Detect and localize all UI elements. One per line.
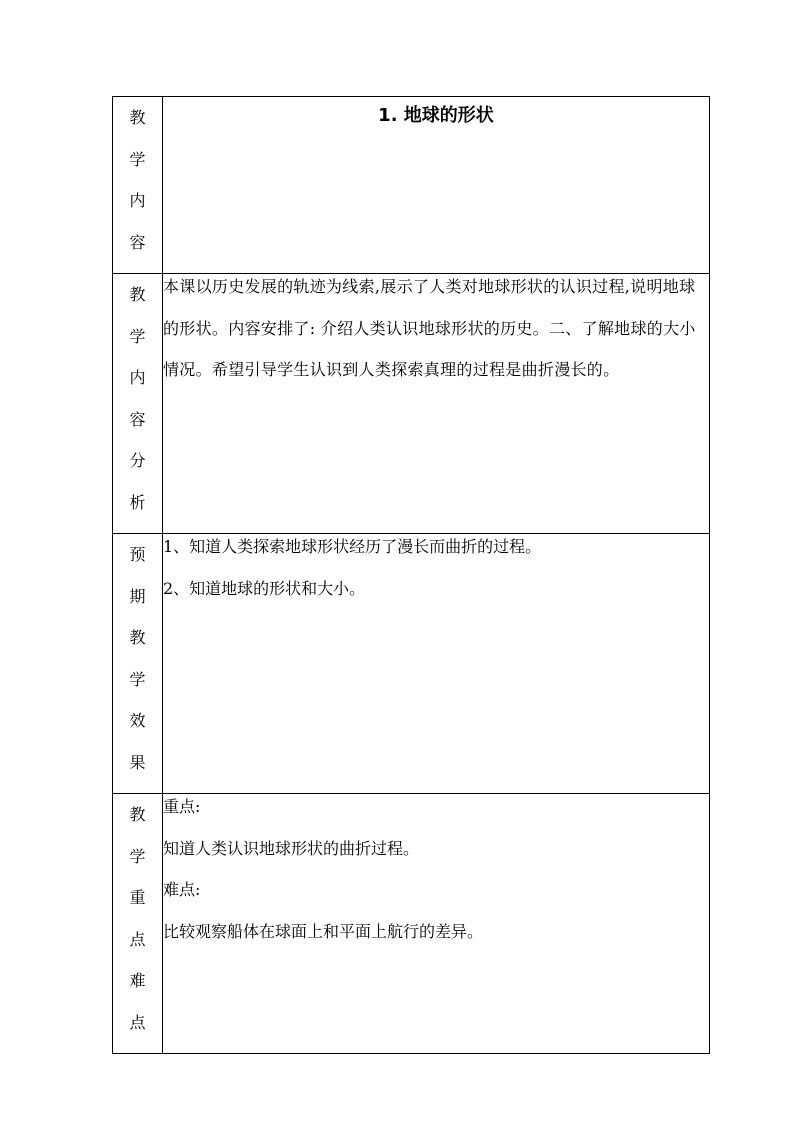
label-char: 难 bbox=[129, 971, 146, 990]
difficult-point-heading: 难点: bbox=[163, 880, 201, 899]
label-char: 点 bbox=[129, 1012, 146, 1032]
label-char: 析 bbox=[129, 492, 146, 512]
content-teaching-content bbox=[163, 97, 710, 274]
lesson-plan-table bbox=[112, 96, 710, 1054]
label-char: 分 bbox=[129, 451, 146, 470]
label-content-analysis bbox=[113, 274, 163, 534]
lesson-title: 1. 地球的形状 bbox=[378, 105, 494, 126]
label-char: 容 bbox=[129, 409, 146, 429]
label-teaching-content bbox=[113, 97, 163, 274]
row-expected-effect bbox=[113, 534, 710, 794]
label-char: 教 bbox=[129, 108, 146, 127]
label-char: 学 bbox=[129, 669, 146, 689]
content-key-difficult-points bbox=[163, 794, 710, 1054]
label-expected-effect bbox=[113, 534, 163, 794]
label-char: 预 bbox=[129, 545, 146, 564]
key-point-text: 知道人类认识地球形状的曲折过程。 bbox=[163, 838, 420, 858]
label-char: 学 bbox=[129, 149, 146, 169]
label-char: 教 bbox=[129, 628, 146, 647]
label-char: 点 bbox=[129, 929, 146, 949]
goal-item: 1、知道人类探索地球形状经历了漫长而曲折的过程。 bbox=[163, 537, 542, 556]
label-char: 重 bbox=[129, 888, 146, 907]
label-char: 果 bbox=[129, 752, 146, 772]
label-char: 效 bbox=[129, 711, 146, 730]
label-char: 容 bbox=[129, 232, 146, 252]
label-char: 期 bbox=[129, 586, 146, 606]
row-teaching-content bbox=[113, 97, 710, 274]
row-key-difficult-points bbox=[113, 794, 710, 1054]
label-char: 教 bbox=[129, 285, 146, 304]
goal-item: 2、知道地球的形状和大小。 bbox=[163, 578, 366, 598]
difficult-point-text: 比较观察船体在球面上和平面上航行的差异。 bbox=[163, 921, 484, 941]
label-key-difficult-points bbox=[113, 794, 163, 1054]
content-expected-effect bbox=[163, 534, 710, 794]
analysis-paragraph: 本课以历史发展的轨迹为线索,展示了人类对地球形状的认识过程,说明地球的形状。内容安排了: 介绍人类认识地球形状的历史。二、了解地球的大小情况。希望引导学生认识到人类探索真理的过程是曲折漫长的。 bbox=[163, 277, 696, 379]
label-char: 学 bbox=[129, 326, 146, 346]
label-char: 学 bbox=[129, 846, 146, 866]
key-point-heading: 重点: bbox=[163, 797, 201, 816]
label-char: 内 bbox=[129, 191, 146, 210]
label-char: 内 bbox=[129, 368, 146, 387]
label-char: 教 bbox=[129, 805, 146, 824]
row-content-analysis bbox=[113, 274, 710, 534]
content-analysis bbox=[163, 274, 710, 534]
